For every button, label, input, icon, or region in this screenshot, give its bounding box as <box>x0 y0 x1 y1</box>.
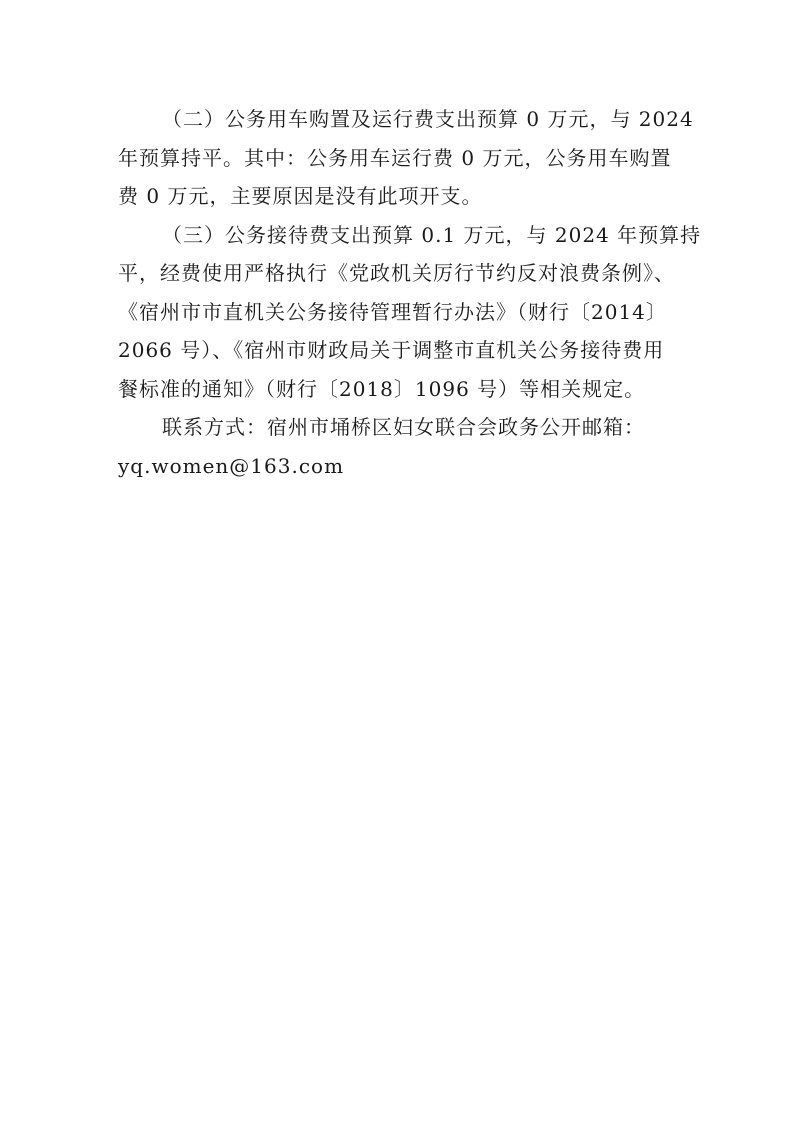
text-line: 《宿州市市直机关公务接待管理暂行办法》（财行〔2014〕 <box>118 299 667 324</box>
text-line: （三）公务接待费支出预算 0.1 万元，与 2024 年预算持 <box>162 222 702 247</box>
paragraph-reception-budget <box>118 216 702 409</box>
text-line: 平，经费使用严格执行《党政机关厉行节约反对浪费条例》、 <box>118 261 675 285</box>
contact-email: yq.women@163.com <box>118 453 345 478</box>
paragraph-vehicle-budget <box>118 100 694 216</box>
text-line: 餐标准的通知》（财行〔2018〕1096 号）等相关规定。 <box>118 376 646 401</box>
paragraph-contact-info <box>118 408 678 485</box>
text-line: 费 0 万元，主要原因是没有此项开支。 <box>118 184 483 208</box>
text-line: （二）公务用车购置及运行费支出预算 0 万元，与 2024 <box>162 107 694 131</box>
document-body <box>118 100 702 485</box>
text-line: 联系方式：宿州市埇桥区妇女联合会政务公开邮箱： <box>162 415 645 439</box>
text-line: 年预算持平。其中：公务用车运行费 0 万元，公务用车购置 <box>118 145 672 170</box>
text-line: 2066 号）、《宿州市财政局关于调整市直机关公务接待费用 <box>118 338 665 362</box>
